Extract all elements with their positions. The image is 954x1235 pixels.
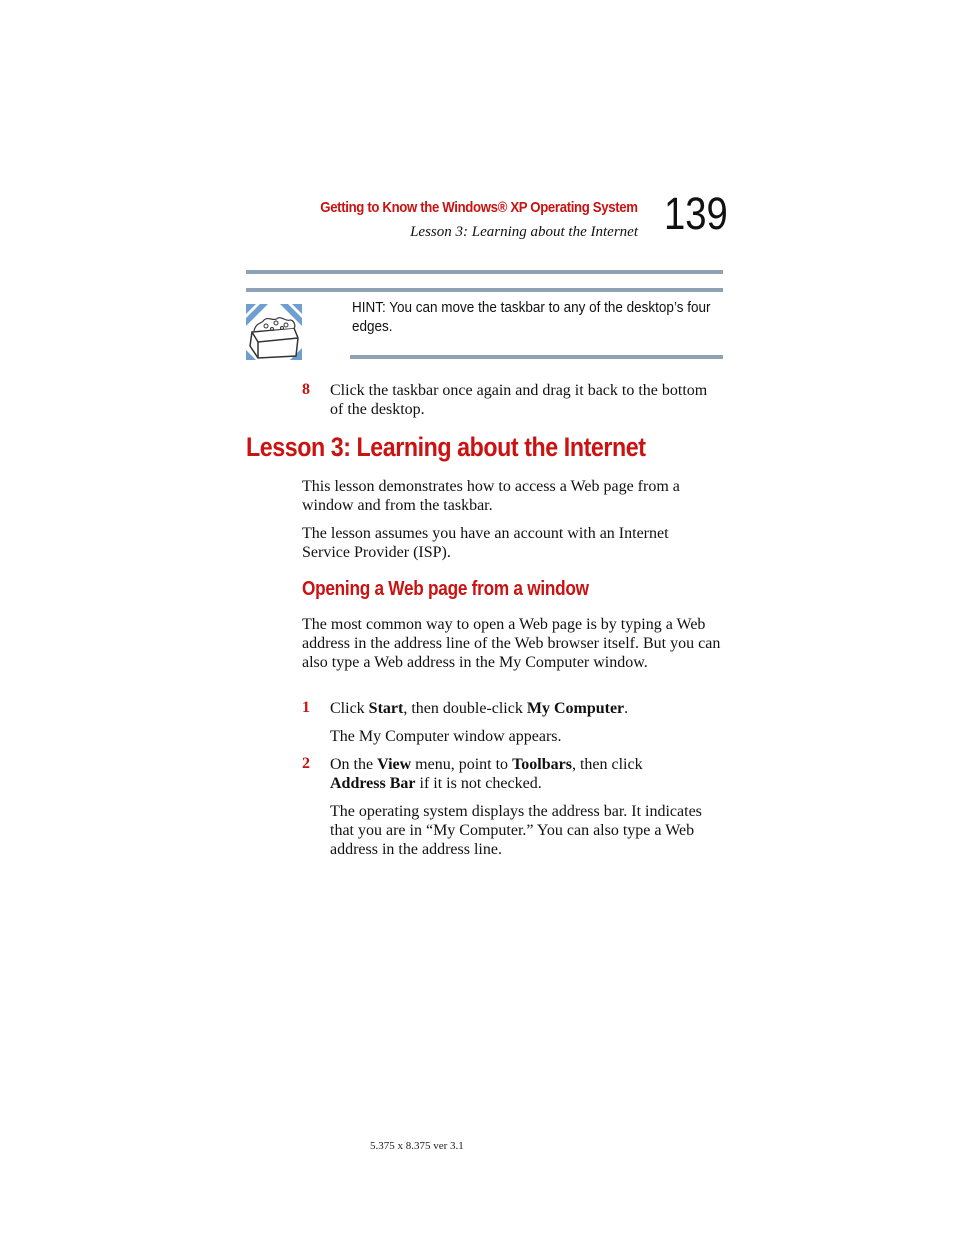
- lesson-paragraph-2: The lesson assumes you have an account with an Internet Service Provider (ISP).: [302, 525, 669, 561]
- step-2-number: 2: [302, 755, 310, 772]
- step-1-number: 1: [302, 699, 310, 716]
- running-header-section: Lesson 3: Learning about the Internet: [410, 224, 638, 240]
- step-2-toolbars-label: Toolbars: [512, 756, 572, 773]
- hint-top-rule: [246, 288, 723, 292]
- step-2-address-bar-label: Address Bar: [330, 775, 416, 792]
- treasure-chest-icon: [246, 304, 302, 360]
- page-number: 139: [664, 188, 728, 239]
- hint-bottom-rule: [350, 355, 723, 359]
- step-2-text: On the View menu, point to Toolbars, then click Address Bar if it is not checked.: [330, 756, 643, 792]
- step-2-result: The operating system displays the address bar. It indicates that you are in “My Computer.” You can also type a Web address in the address line.: [330, 803, 702, 858]
- subsection-intro: The most common way to open a Web page is by typing a Web address in the address line of the Web browser itself. But you can also type a Web address in the My Computer window.: [302, 616, 721, 671]
- step-8-text: Click the taskbar once again and drag it back to the bottom of the desktop.: [330, 382, 708, 418]
- step-1-start-label: Start: [368, 700, 404, 717]
- step-1-text: Click Start, then double-click My Computer.: [330, 700, 629, 717]
- hint-text: HINT: You can move the taskbar to any of the desktop’s four edges.: [352, 299, 711, 335]
- step-8-number: 8: [302, 381, 310, 398]
- subsection-heading: Opening a Web page from a window: [302, 578, 589, 600]
- step-1-result: The My Computer window appears.: [330, 728, 562, 745]
- footer-version: 5.375 x 8.375 ver 3.1: [370, 1140, 464, 1152]
- header-rule: [246, 270, 723, 274]
- lesson-paragraph-1: This lesson demonstrates how to access a Web page from a window and from the taskbar.: [302, 478, 680, 514]
- step-1-my-computer-label: My Computer: [526, 700, 625, 717]
- running-header-chapter: Getting to Know the Windows® XP Operating System: [320, 199, 638, 216]
- step-2-view-label: View: [377, 756, 412, 773]
- lesson-heading: Lesson 3: Learning about the Internet: [246, 432, 646, 462]
